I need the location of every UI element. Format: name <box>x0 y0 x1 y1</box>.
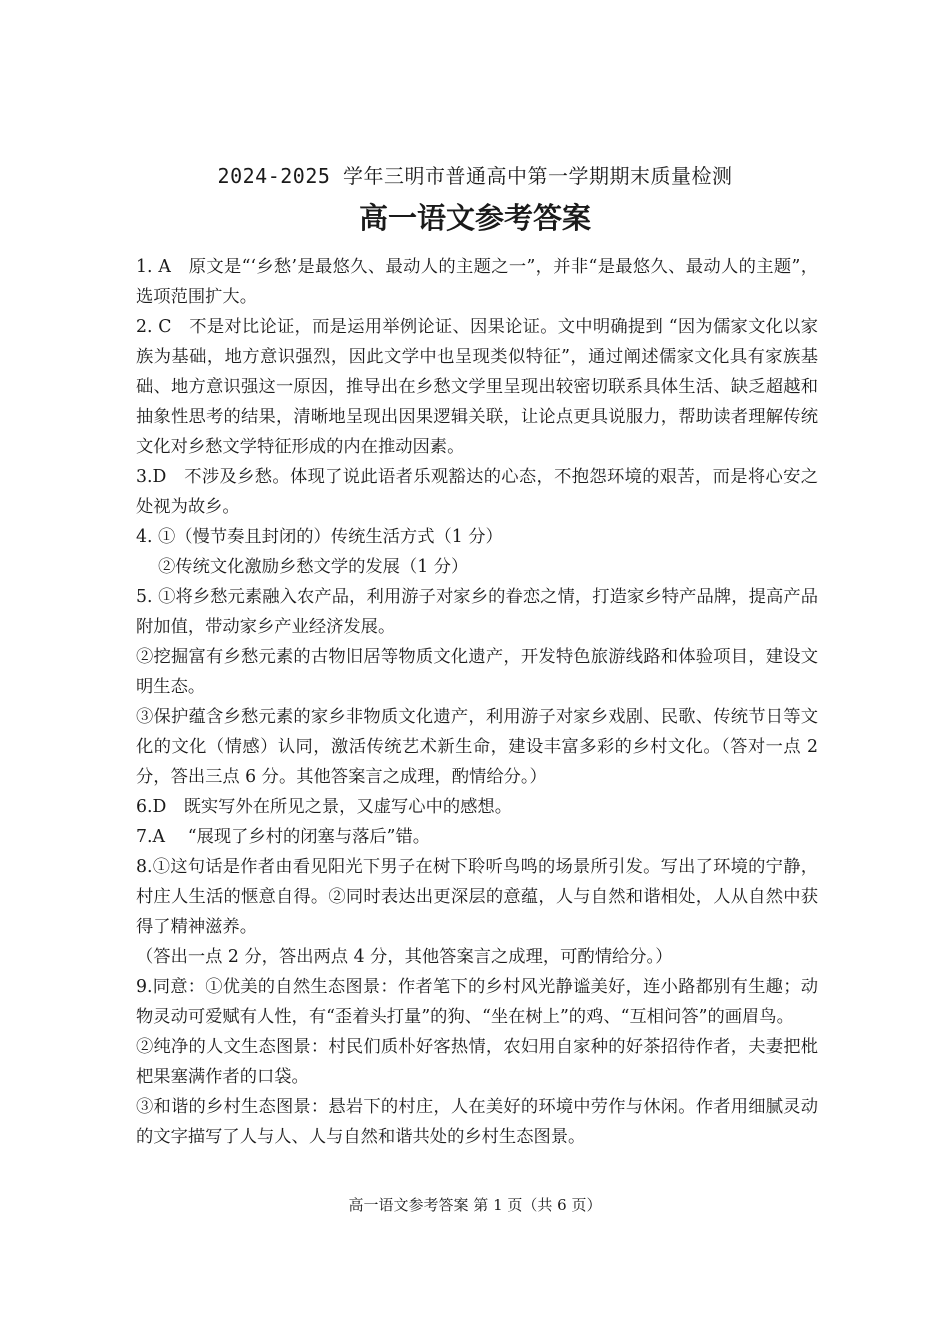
answer-8-scoring: （答出一点 2 分，答出两点 4 分，其他答案言之成理，可酌情给分。） <box>136 947 673 967</box>
answer-7: 7.A “展现了乡村的闭塞与落后”错。 <box>136 827 431 847</box>
answer-2: 2. C 不是对比论证，而是运用举例论证、因果论证。文中明确提到 “因为儒家文化以家族为基础，地方意识强烈，因此文学中也呈现类似特征”，通过阐述儒家文化具有家族基础、地方意识强这一原因，推导出在乡愁文学里呈现出较密切联系具体生活、缺乏超越和抽象性思考的结果，清晰地呈现出因果逻辑关联，让论点更具说服力，帮助读者理解传统文化对乡愁文学特征形成的内在推动因素。 <box>136 317 818 457</box>
page-title: 高一语文参考答案 <box>358 201 591 235</box>
answer-9-point-1: 9.同意：①优美的自然生态图景：作者笔下的乡村风光静谧美好，连小路都别有生趣；动物灵动可爱赋有人性，有“歪着头打量”的狗、“坐在树上”的鸡、“互相问答”的画眉鸟。 <box>136 977 818 1027</box>
answer-9-point-3: ③和谐的乡村生态图景：悬岩下的村庄，人在美好的环境中劳作与休闲。作者用细腻灵动的文字描写了人与人、人与自然和谐共处的乡村生态图景。 <box>136 1097 818 1147</box>
answer-4-point-2: ②传统文化激励乡愁文学的发展（1 分） <box>158 557 469 577</box>
answer-4-point-1: 4. ①（慢节奏且封闭的）传统生活方式（1 分） <box>136 527 503 547</box>
answer-5-point-3: ③保护蕴含乡愁元素的家乡非物质文化遗产，利用游子对家乡戏剧、民歌、传统节日等文化的文化（情感）认同，激活传统艺术新生命，建设丰富多彩的乡村文化。（答对一点 2 分，答出三点 6 分。其他答案言之成理，酌情给分。） <box>136 707 818 787</box>
answer-9-point-2: ②纯净的人文生态图景：村民们质朴好客热情，农妇用自家种的好茶招待作者，夫妻把枇杷果塞满作者的口袋。 <box>136 1037 818 1087</box>
answer-1: 1. A 原文是“‘乡愁’是最悠久、最动人的主题之一”，并非“是最悠久、最动人的主题”，选项范围扩大。 <box>136 257 818 307</box>
answer-list <box>136 252 818 1152</box>
answer-6: 6.D 既实写外在所见之景，又虚写心中的感想。 <box>136 797 512 817</box>
answer-8: 8.①这句话是作者由看见阳光下男子在树下聆听鸟鸣的场景所引发。写出了环境的宁静，村庄人生活的惬意自得。②同时表达出更深层的意蕴，人与自然和谐相处，人从自然中获得了精神滋养。 <box>136 857 818 937</box>
answer-3: 3.D 不涉及乡愁。体现了说此语者乐观豁达的心态，不抱怨环境的艰苦，而是将心安之处视为故乡。 <box>136 467 818 517</box>
answer-5-point-1: 5. ①将乡愁元素融入农产品，利用游子对家乡的眷恋之情，打造家乡特产品牌，提高产品附加值，带动家乡产业经济发展。 <box>136 587 818 637</box>
exam-subtitle: 2024-2025 学年三明市普通高中第一学期期末质量检测 <box>217 164 733 188</box>
page-footer: 高一语文参考答案 第 1 页（共 6 页） <box>348 1196 602 1214</box>
answer-5-point-2: ②挖掘富有乡愁元素的古物旧居等物质文化遗产，开发特色旅游线路和体验项目，建设文明生态。 <box>136 647 818 697</box>
